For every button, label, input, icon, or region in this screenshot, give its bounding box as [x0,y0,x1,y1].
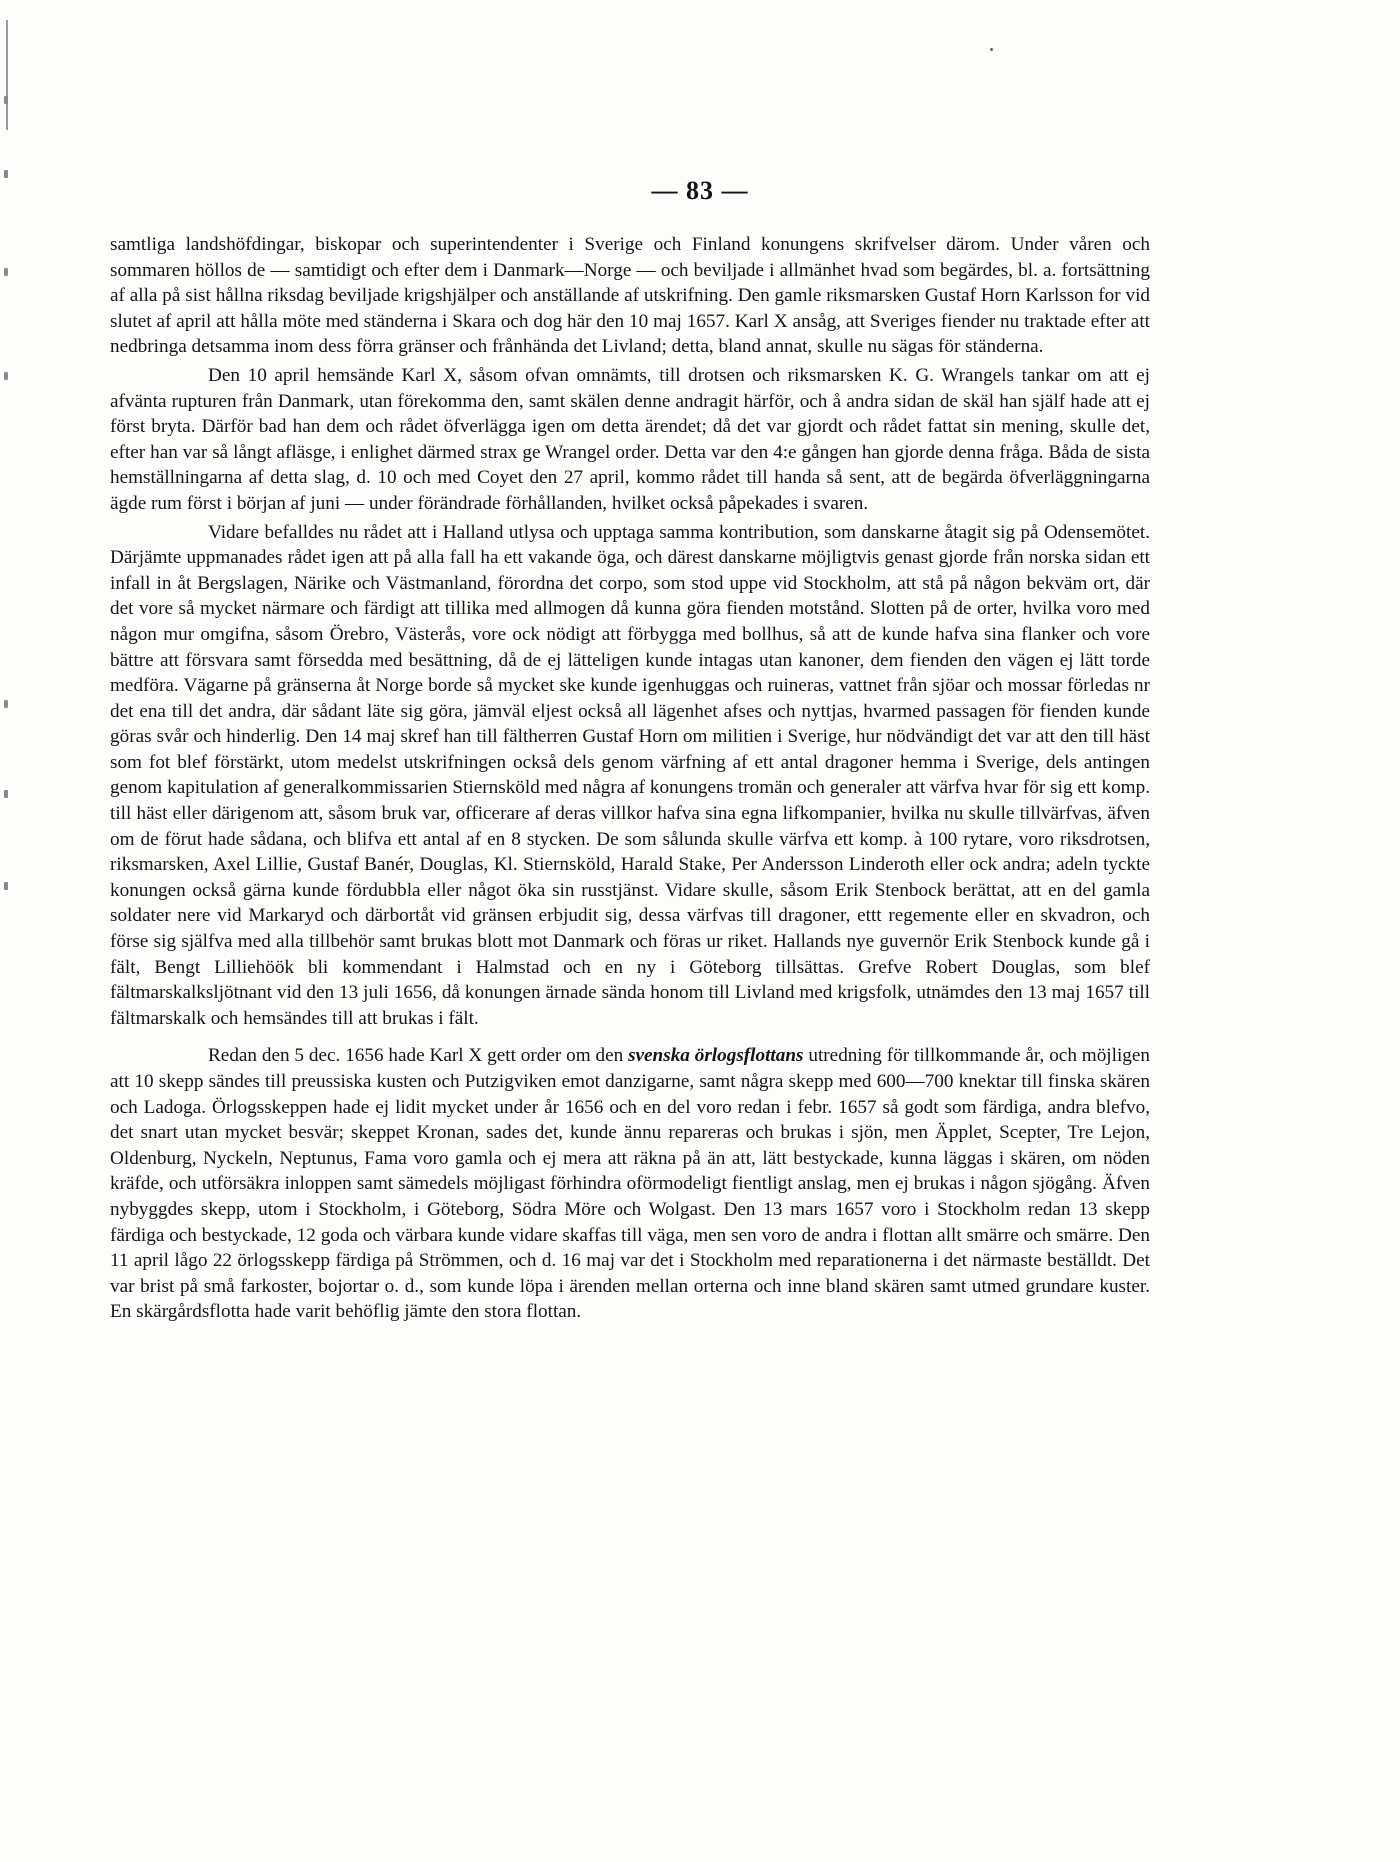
paragraph: Vidare befalldes nu rådet att i Halland utlysa och upptaga samma kontribution, som danskarne åtagit sig på Odensemötet. Därjämte uppmanades rådet igen att på alla fall ha ett vakande öga, och därest danskarne möjligtvis genast gjorde från norska sidan ett infall in åt Bergslagen, Närike och Västmanland, förordna det corpo, som stod uppe vid Stockholm, att stå på någon bekväm ort, där det vore så mycket närmare och färdigt att tillika med allmogen då kunna göra fienden motstånd. Slotten på de orter, hvilka voro med någon mur omgifna, såsom Örebro, Västerås, vore ock nödigt att förbygga med bollhus, så att de kunde hafva sina flanker och vore bättre att försvara samt försedda med besättning, då de ej lätteligen kunde intagas utan kanoner, dem fienden den vägen ej lätt torde medföra. Vägarne på gränserna åt Norge borde så mycket ske kunde igenhuggas och ruineras, vattnet från sjöar och mossar förledas nr det ena till det andra, där sådant läte sig göra, jämväl eljest också all lägenhet afses och nyttjas, hvarmed passagen för fienden kunde göras svår och hinderlig. Den 14 maj skref han till fältherren Gustaf Horn om militien i Sverige, hur nödvändigt det var att den till häst som fot blef förstärkt, utom medelst utskrifningen också dels genom värfning af ett antal dragoner hemma i Sverige, dels antingen genom kapitulation af generalkommissarien Stiernsköld med några af konungens tromän och generaler att värfva hvar för sig ett komp. till häst eller därigenom att, såsom bruk var, officerare af deras villkor hafva sina egna lifkompanier, hvilka nu skulle tillvärfvas, äfven om de förut hade sådana, och blifva ett antal af en 8 stycken. De som sålunda skulle värfva ett komp. à 100 rytare, voro riksdrotsen, riksmarsken, Axel Lillie, Gustaf Banér, Douglas, Kl. Stiernsköld, Harald Stake, Per Andersson Linderoth eller ock andra; adeln tyckte konungen också gärna kunde fördubbla eller något öka sin russtjänst. Vidare skulle, såsom Erik Stenbock berättat, att en del gamla soldater nere vid Markaryd och därbortåt vid gränsen erbjudit sig, dessa värfvas till dragoner, ettt regemente eller en skvadron, och förse sig själfva med alla tillbehör samt brukas blott mot Danmark och föras ur riket. Hallands nye guvernör Erik Stenbock kunde gå i fält, Bengt Lilliehöök bli kommendant i Halmstad och en ny i Göteborg tillsättas. Grefve Robert Douglas, som blef fältmarskalksljötnant vid den 13 juli 1656, då konungen ärnade sända honom till Livland med krigsfolk, utnämdes den 13 maj 1657 till fältmarskalk och hemsändes till att brukas i fält. [110,521,1150,1029]
paragraph-text: utredning för tillkommande år, och möjligen att 10 skepp sändes till preussiska kusten och Putzigviken emot danzigarne, samt några skepp med 600—700 knektar till finska skären och Ladoga. Örlogsskeppen hade ej lidit mycket under år 1656 och en del voro redan i febr. 1657 så godt som färdiga, andra blefvo, det snart utan mycket besvär; skeppet Kronan, sades det, kunde ännu repareras och brukas i sjön, men Äpplet, Scepter, Tre Lejon, Oldenburg, Nyckeln, Neptunus, Fama voro gamla och ej mera att räkna på än att, lätt bestyckade, kunna läggas i skären, om nöden kräfde, och utförsäkra inloppen samt sämedels möjligast förhindra oförmodeligt fientligt anslag, men ej brukas i någon sjögång. Äfven nybyggdes skepp, utom i Stockholm, i Göteborg, Södra Möre och Wolgast. Den 13 mars 1657 voro i Stockholm redan 13 skepp färdiga och bestyckade, 12 goda och värbara kunde vidare skaffas till väga, men sen voro de andra i flottan allt smärre och smärre. Den 11 april lågo 22 örlogsskepp färdiga på Strömmen, och d. 16 maj var det i Stockholm med reparationerna i det närmaste beställdt. Det var brist på små farkoster, bojortar o. d., som kunde löpa i ärenden mellan orterna och inne bland skären samt utmed grundare kuster. En skärgårdsflotta hade varit behöflig jämte den stora flottan. [110,1045,1150,1323]
paragraph: Den 10 april hemsände Karl X, såsom ofvan omnämts, till drotsen och riksmarsken K. G. Wrangels tankar om att ej afvänta rupturen från Danmark, utan förekomma den, samt skälen denne andragit härför, och å andra sidan de skäl han själf hade att ej först bryta. Därför bad han dem och rådet öfverlägga igen om detta ärendet; då det var gjordt och rådet fattat sin mening, skulle det, efter han var så långt afläsge, i enlighet därmed strax ge Wrangel order. Detta var den 4:e gången han gjorde denna fråga. Båda de sista hemställningarna af detta slag, d. 10 och med Coyet den 27 april, kommo rådet till handa så sent, att de begärda öfverläggningarna ägde rum först i början af juni — under förändrade förhållanden, hvilket också påpekades i svaren. [110,364,1150,514]
scan-margin-tick [4,882,8,890]
paragraph-text: Redan den 5 dec. 1656 hade Karl X gett order om den [208,1045,629,1067]
paragraph: samtliga landshöfdingar, biskopar och superintendenter i Sverige och Finland konungens skrifvelser därom. Under våren och sommaren höllos de — samtidigt och efter dem i Danmark—Norge — och beviljade i allmänhet hvad som begärdes, bl. a. fortsättning af alla på sist hållna riksdag beviljade krigshjälper och anställande af utskrifning. Den gamle riksmarsken Gustaf Horn Karlsson for vid slutet af april att hålla möte med ständerna i Skara och dog här den 10 maj 1657. Karl X ansåg, att Sveriges fiender nu traktade efter att nedbringa detsamma inom dess förra gränser och frånhända det Livland; detta, bland annat, skulle nu sägas för ständerna. [110,234,1150,358]
emphasized-term: svenska örlogsflottans [628,1045,804,1067]
scan-margin-tick [4,790,8,798]
page-number: — 83 — [651,176,749,205]
body-text [110,232,1150,1325]
scan-margin-tick [4,700,8,708]
scan-margin-tick [4,268,8,276]
scan-margin-tick [4,96,8,104]
scan-speck [990,48,993,51]
scan-margin-tick [4,372,8,380]
scan-margin-line [6,20,8,130]
paragraph [110,1043,1150,1325]
